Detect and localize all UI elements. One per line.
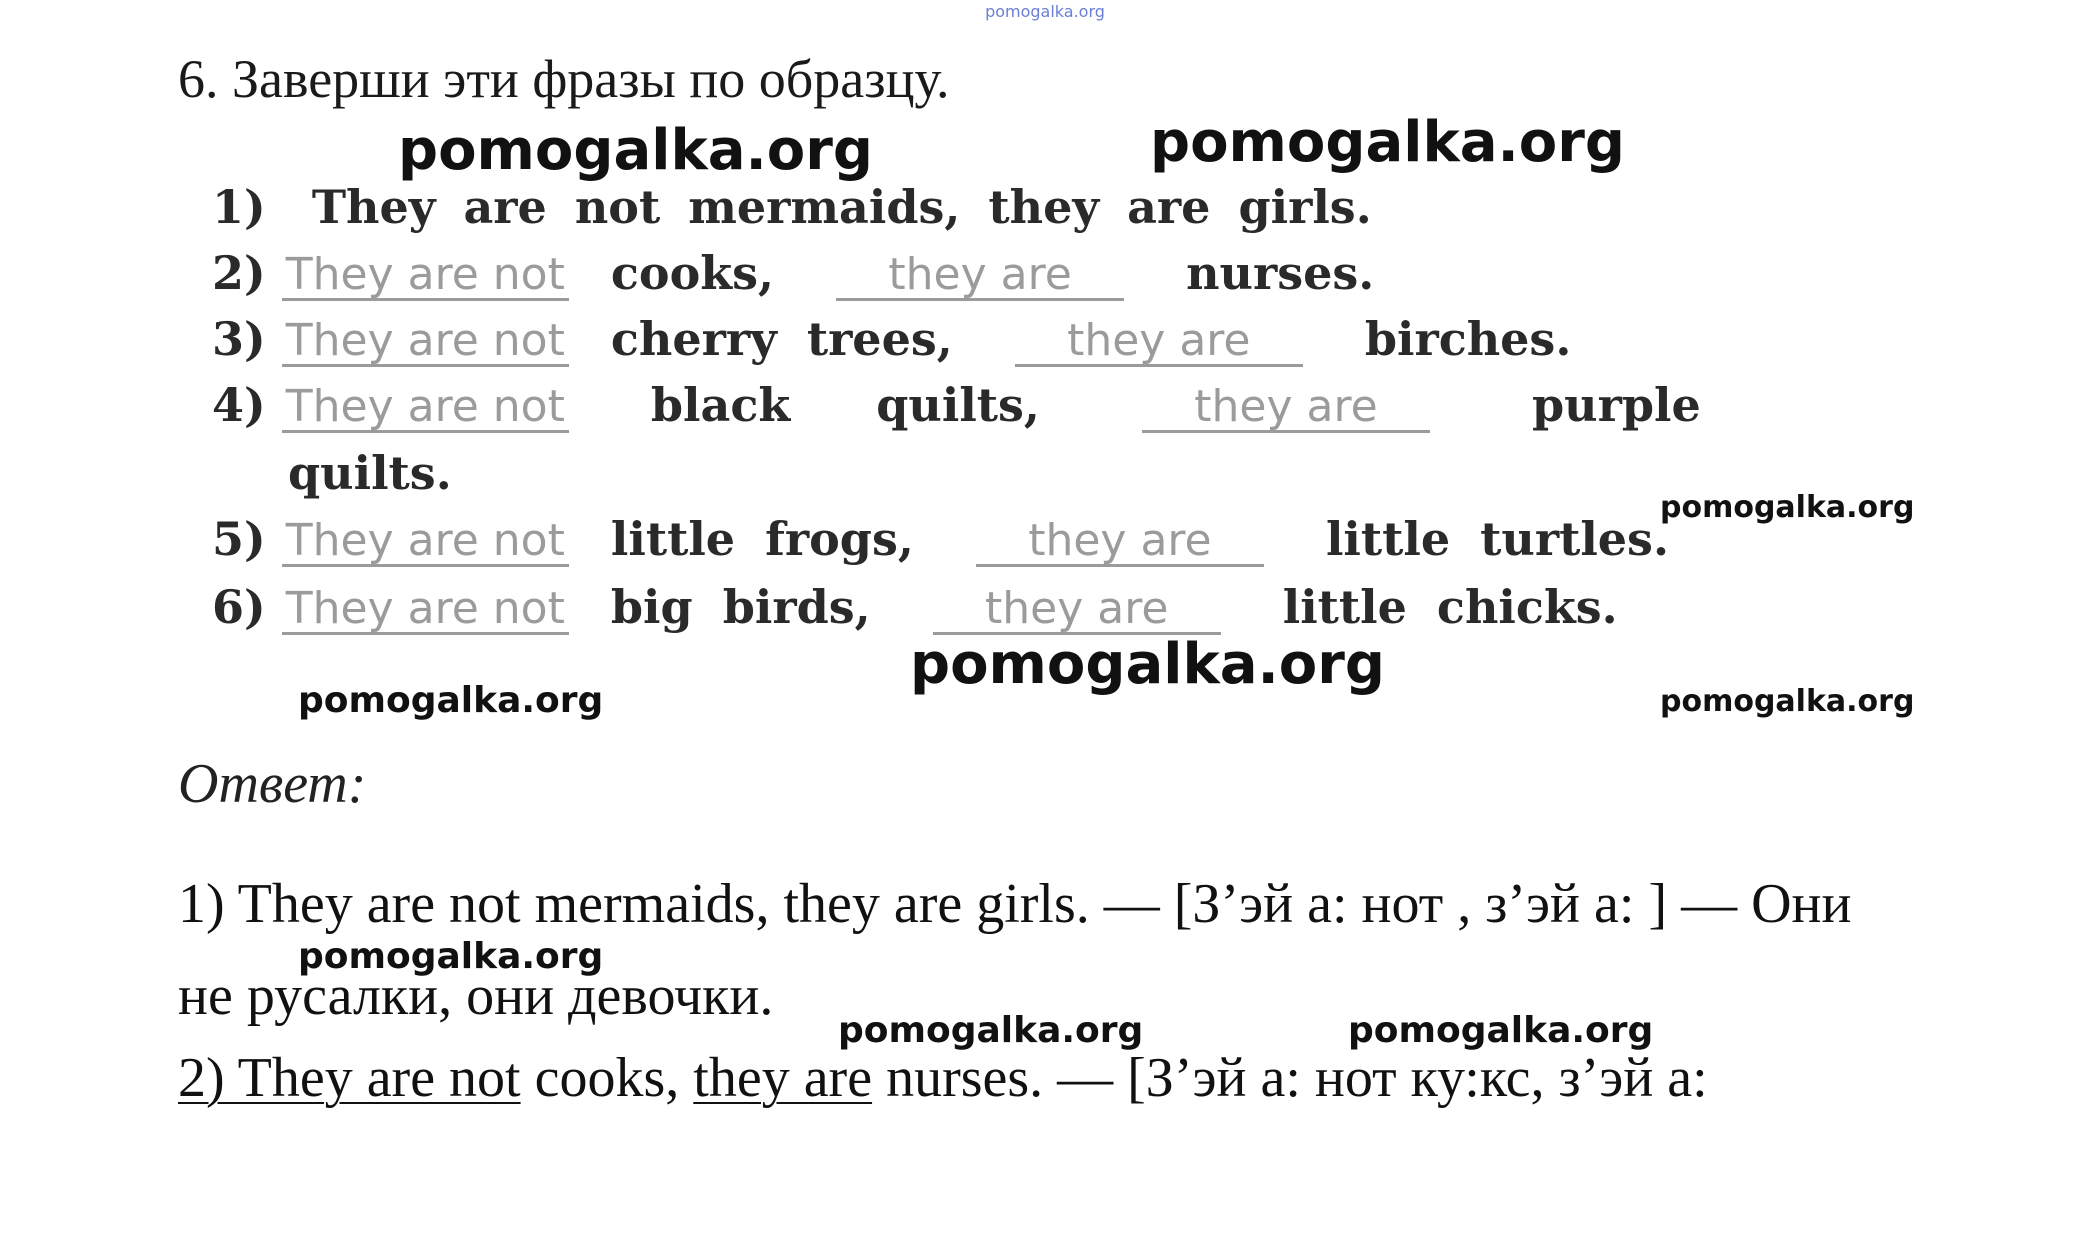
line-text: purple — [1532, 378, 1701, 432]
line-number: 2) — [212, 246, 266, 300]
watermark: pomogalka.org — [1348, 1010, 1654, 1051]
line-text: They are not mermaids, they are girls. — [311, 180, 1372, 234]
answer-fill-2: they are — [836, 252, 1124, 301]
answer-text: cooks, — [520, 1047, 694, 1109]
line-text: little chicks. — [1282, 580, 1618, 634]
answer-1-line-2: не русалки, они девочки. — [178, 965, 774, 1027]
answer-1-line-1: 1) They are not mermaids, they are girls. — [З’эй а: нот , з’эй а: ] — Они — [178, 873, 1852, 935]
line-text: little frogs, — [610, 512, 914, 566]
underlined-phrase: they are — [693, 1047, 873, 1109]
watermark: pomogalka.org — [910, 632, 1385, 697]
answer-2-line-1 — [178, 1046, 1708, 1110]
line-number: 6) — [212, 580, 266, 634]
line-text: birches. — [1364, 312, 1572, 366]
line-text: black quilts, — [650, 378, 1040, 432]
answer-text: nurses. — [З’эй а: нот ку:кс, з’эй а: — [872, 1047, 1708, 1109]
line-text: cooks, — [610, 246, 775, 300]
line-number: 1) — [212, 180, 266, 234]
answer-fill-2: they are — [933, 586, 1221, 635]
watermark: pomogalka.org — [1660, 490, 1915, 525]
exercise-line-4-continued: quilts. — [288, 446, 452, 500]
answer-fill-1: They are not — [282, 586, 569, 635]
answer-fill-2: they are — [1142, 384, 1430, 433]
exercise-line-4 — [212, 378, 1701, 433]
watermark: pomogalka.org — [398, 118, 873, 183]
watermark: pomogalka.org — [1150, 110, 1625, 175]
answer-fill-1: They are not — [282, 518, 569, 567]
watermark: pomogalka.org — [298, 936, 604, 977]
answer-fill-2: they are — [976, 518, 1264, 567]
watermark: pomogalka.org — [1660, 684, 1915, 719]
answer-fill-1: They are not — [282, 384, 569, 433]
answer-label: Ответ: — [178, 753, 367, 815]
answer-fill-1: They are not — [282, 318, 569, 367]
watermark: pomogalka.org — [298, 680, 604, 721]
exercise-line-6 — [212, 580, 1618, 635]
line-number: 5) — [212, 512, 266, 566]
exercise-line-3 — [212, 312, 1571, 367]
answer-fill-2: they are — [1015, 318, 1303, 367]
underlined-phrase: 2) They are not — [178, 1047, 521, 1109]
answer-fill-1: They are not — [282, 252, 569, 301]
line-text: cherry trees, — [610, 312, 953, 366]
line-number: 4) — [212, 378, 266, 432]
exercise-line-1 — [212, 180, 1372, 234]
exercise-line-2 — [212, 246, 1374, 301]
line-number: 3) — [212, 312, 266, 366]
line-text: nurses. — [1186, 246, 1375, 300]
task-title: 6. Заверши эти фразы по образцу. — [178, 49, 950, 109]
top-watermark: pomogalka.org — [985, 2, 1105, 21]
line-text: little turtles. — [1325, 512, 1669, 566]
watermark: pomogalka.org — [838, 1010, 1144, 1051]
exercise-line-5 — [212, 512, 1669, 567]
line-text: big birds, — [610, 580, 871, 634]
